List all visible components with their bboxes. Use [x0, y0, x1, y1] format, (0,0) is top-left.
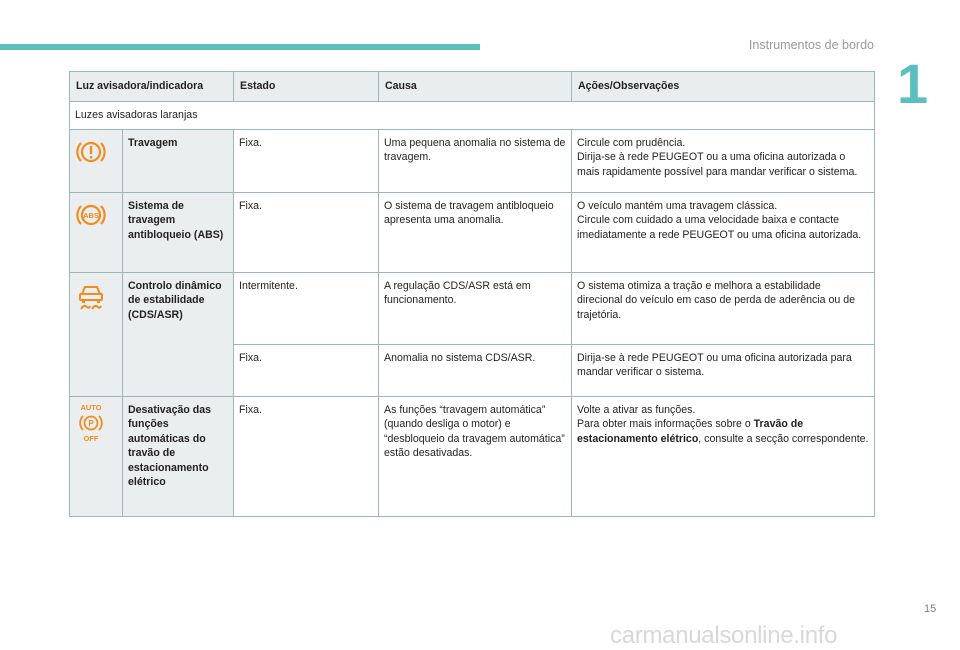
icon-cell [70, 192, 123, 272]
state-cell: Fixa. [234, 396, 379, 516]
svg-text:P: P [88, 418, 94, 428]
action-cell [572, 396, 875, 516]
svg-text:ABS: ABS [83, 210, 99, 220]
chapter-number: 1 [897, 52, 929, 115]
cause-cell: Anomalia no sistema CDS/ASR. [379, 344, 572, 396]
icon-label-off: OFF [83, 433, 99, 443]
state-cell: Fixa. [234, 129, 379, 192]
top-accent-bar [0, 44, 480, 50]
light-name: Travagem [123, 129, 234, 192]
table-row [70, 272, 875, 344]
state-cell: Fixa. [234, 344, 379, 396]
state-cell: Fixa. [234, 192, 379, 272]
watermark: carmanualsonline.info [610, 622, 838, 649]
table-row [70, 192, 875, 272]
auto-park-brake-off-icon [75, 403, 107, 443]
cause-cell: As funções “travagem automática” (quando desliga o motor) e “desbloqueio da travagem automática” estão desativadas. [379, 396, 572, 516]
column-header-light: Luz avisadora/indicadora [70, 72, 234, 102]
section-row [70, 102, 875, 130]
action-text-post: , consulte a secção correspondente. [698, 432, 869, 445]
icon-cell [70, 396, 123, 516]
light-name: Desativação das funções automáticas do travão de estacionamento elétrico [123, 396, 234, 516]
action-text-bold: Travão de estacionamento elétrico [577, 418, 804, 445]
cause-cell: O sistema de travagem antibloqueio apresenta uma anomalia. [379, 192, 572, 272]
icon-cell [70, 272, 123, 396]
column-header-actions: Ações/Observações [572, 72, 875, 102]
table-row [70, 396, 875, 516]
section-header-title: Instrumentos de bordo [748, 38, 874, 52]
column-header-cause: Causa [379, 72, 572, 102]
action-cell: Dirija-se à rede PEUGEOT ou uma oficina autorizada para mandar verificar o sistema. [572, 344, 875, 396]
state-cell: Intermitente. [234, 272, 379, 344]
light-name: Sistema de travagem antibloqueio (ABS) [123, 192, 234, 272]
abs-icon [75, 199, 107, 231]
page-number: 15 [924, 603, 937, 615]
icon-label-auto: AUTO [80, 402, 102, 412]
action-cell: O veículo mantém uma travagem clássica. Circule com cuidado a uma velocidade baixa e contacte imediatamente a rede PEUGEOT ou uma oficina autorizada. [572, 192, 875, 272]
warning-lights-table [69, 71, 875, 517]
cause-cell: Uma pequena anomalia no sistema de travagem. [379, 129, 572, 192]
table-row [70, 129, 875, 192]
section-label: Luzes avisadoras laranjas [70, 102, 875, 130]
skid-car-icon [75, 279, 107, 311]
brake-warning-icon [75, 136, 107, 168]
action-cell: O sistema otimiza a tração e melhora a estabilidade direcional do veículo em caso de perda de aderência ou de trajetória. [572, 272, 875, 344]
light-name: Controlo dinâmico de estabilidade (CDS/ASR) [123, 272, 234, 396]
table-header-row [70, 72, 875, 102]
icon-cell [70, 129, 123, 192]
action-cell: Circule com prudência. Dirija-se à rede PEUGEOT ou a uma oficina autorizada o mais rapidamente possível para mandar verificar o sistema. [572, 129, 875, 192]
cause-cell: A regulação CDS/ASR está em funcionamento. [379, 272, 572, 344]
action-text-pre: Volte a ativar as funções. Para obter mais informações sobre o [577, 403, 751, 430]
column-header-state: Estado [234, 72, 379, 102]
